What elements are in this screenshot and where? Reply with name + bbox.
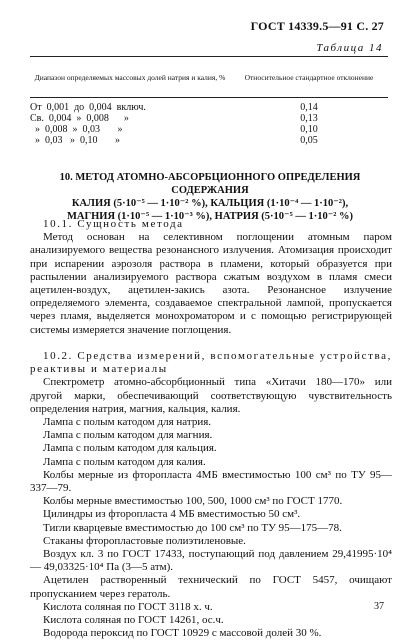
table-cell-value: 0,13 [300, 113, 318, 124]
data-table [30, 56, 388, 146]
table-cell-range: От 0,001 до 0,004 включ. [30, 102, 146, 113]
table-header-deviation: Относительное стандартное отклонение [244, 72, 374, 82]
list-item: Лампа с полым катодом для калия. [43, 455, 206, 468]
section-heading-line-2: КАЛИЯ (5·10⁻⁵ — 1·10⁻² %), КАЛЬЦИЯ (1·10⁻⁴ — 1·10⁻²), [71, 198, 349, 209]
table-cell-value: 0,14 [300, 102, 318, 113]
table-cell-range: Св. 0,004 » 0,008 » [30, 113, 129, 124]
section-heading-line-3: МАГНИЯ (1·10⁻⁵ — 1·10⁻³ %), НАТРИЯ (5·10⁻⁵ — 1·10⁻² %) [66, 211, 354, 222]
list-item: Ацетилен растворенный технический по ГОСТ 5457, очищают пропусканием через гератоль. [30, 574, 392, 600]
table-title: Таблица 14 [316, 42, 383, 54]
table-header-row [30, 57, 388, 97]
running-head: ГОСТ 14339.5—91 С. 27 [250, 19, 384, 33]
table-cell-value: 0,05 [300, 135, 318, 146]
table-row [30, 113, 388, 124]
section-heading-line-1: 10. МЕТОД АТОМНО-АБСОРБЦИОННОГО ОПРЕДЕЛЕНИЯ СОДЕРЖАНИЯ [59, 172, 361, 196]
list-item: Кислота соляная по ГОСТ 14261, ос.ч. [43, 614, 224, 627]
table-row [30, 124, 388, 135]
list-item: Водорода пероксид по ГОСТ 10929 с массовой долей 30 %. [43, 627, 322, 640]
list-item: Цилиндры из фторопласта 4 МБ вместимостью 50 см³. [43, 508, 301, 521]
table-body [30, 98, 388, 146]
list-item: Лампа с полым катодом для кальция. [43, 442, 217, 455]
subsection-10-1 [30, 218, 392, 337]
list-item: Воздух кл. 3 по ГОСТ 17433, поступающий под давлением 29,41995·10⁴ — 49,03325·10⁴ Па (3—5 атм). [30, 548, 392, 574]
table-row [30, 135, 388, 146]
list-item: Тигли кварцевые вместимостью до 100 см³ по ТУ 95—175—78. [43, 521, 342, 534]
table-header-range: Диапазон определяемых массовых долей натрия и калия, % [34, 72, 226, 82]
table-cell-range: » 0,03 » 0,10 » [30, 135, 120, 146]
subsection-heading: 10.2. Средства измерений, вспомогательные устройства, реактивы и материалы [30, 350, 392, 376]
list-item: Лампа с полым катодом для магния. [43, 429, 213, 442]
list-item: Колбы мерные вместимостью 100, 500, 1000 см³ по ГОСТ 1770. [43, 495, 343, 508]
list-item: Лампа с полым катодом для натрия. [43, 416, 212, 429]
table-cell-range: » 0,008 » 0,03 » [30, 124, 123, 135]
subsection-10-2 [30, 350, 392, 640]
page-number: 37 [374, 601, 384, 612]
table-row [30, 102, 388, 113]
list-item: Кислота соляная по ГОСТ 3118 х. ч. [43, 600, 213, 613]
list-item: Колбы мерные из фторопласта 4МБ вместимостью 100 см³ по ТУ 95—337—79. [30, 468, 392, 495]
list-item: Стаканы фторопластовые полиэтиленовые. [43, 534, 246, 547]
paragraph: Метод основан на селективном поглощении атомным паром анализируемого вещества резонансного излучения. Атомизация происходит при испарении аэрозоля раствора в пламени, который образуется при распылении анализируемого раствора сжатым воздухом в пламя смеси ацетилен-воздух, ацетилен-закись азота. Резонансное излучение определяемого элемента, создаваемое спектральной лампой, пропускается через пламя, выделяется монохроматором и с помощью регистрирующей системы измеряется значение поглощения. [30, 231, 392, 336]
list-item: Спектрометр атомно-абсорбционный типа «Хитачи 180—170» или другой марки, обеспечивающий соответствующую чувствительность определения натрия, магния, кальция, калия. [30, 376, 392, 415]
table-cell-value: 0,10 [300, 124, 318, 135]
subsection-heading: 10.1. Сущность метода [43, 218, 184, 230]
section-heading [30, 171, 390, 223]
